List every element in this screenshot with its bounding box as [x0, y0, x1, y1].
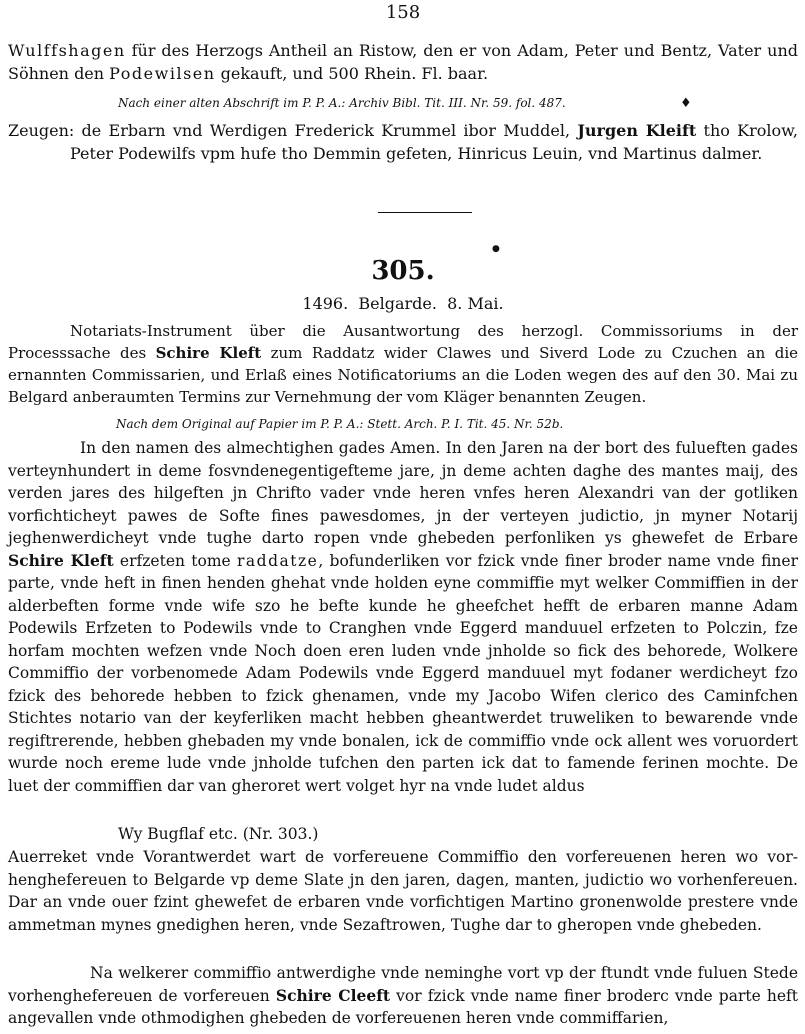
place-name: raddatze	[237, 551, 319, 570]
document-source: Nach dem Original auf Papier im P. P. A.: Stett. Arch. P. I. Tit. 45. Nr. 52b.	[116, 417, 564, 431]
text-run: In den namen des almechtighen gades Amen. In den Jaren na der bort des fulueften gades verteynhundert in deme fosvndenegentigefteme jare, jn deme achten daghe des mantes maij, des verden jares des hilgeften jn Chrifto vader vnde heren vnfes heren Alexandri van der gotliken vorfichticheyt pawes de Softe fines pawesdomes, jn der verteyen judictio, jn myner Notarij jeghenwerdicheyt vnde tughe darto ropen vnde ghebeden perfonliken ys ghewefet de Erbare	[8, 439, 798, 547]
text-run: zum Raddatz wider Clawes und Siverd Lode zu Czuchen an die ernannten Commissarien, und Erlaß eines Notificatoriums an die Loden wegen des auf den 30. Mai zu Belgard anberaumten Termins zur Vernehmung der vom Kläger benannten Zeugen.	[8, 344, 798, 406]
document-place: Belgarde.	[358, 294, 437, 313]
witnesses-label: Zeugen:	[8, 121, 75, 140]
text-run: vor fzick vnde name finer broderc vnde parte heft angevallen vnde othmodighen ghebeden de vorfereuenen heren vnde commiffarien,	[8, 986, 798, 1027]
text-run: tho Krolow, Peter Podewilfs vpm hufe tho Demmin gefeten, Hinricus Leuin, vnd Martinus dalmer.	[70, 121, 799, 163]
document-body-paragraph-2: Auerreket vnde Vorantwerdet wart de vorfereuene Commiffio den vorfereuenen heren wo vorhenghefereuen to Belgarde vp deme Slate jn den jaren, dagen, manten, judictio wo vorhenfereuen. Dar an vnde ouer fzint ghewefet de erbaren vnde vorfichtigen Martino gronenwolde prestere vnde ammetman mynes gnedighen heren, vnde Sezaftrowen, Tughe dar to gheropen vnde ghebeden.	[8, 848, 798, 934]
text-run: Na welkerer commiffio antwerdighe vnde neminghe vort vp der ftundt vnde fuluen Stede vorhenghefereuen de vorfereuen	[8, 964, 798, 1005]
text-run: Notariats-Instrument über die Ausantwortung des herzogl. Commissoriums in der Processsache des	[8, 322, 798, 362]
text-run: erfzeten tome	[113, 551, 237, 570]
ink-mark: ♦	[680, 96, 692, 111]
text-run: gekauft, und 500 Rhein. Fl. baar.	[215, 63, 489, 83]
document-page	[8, 0, 798, 1034]
person-name: Schire Cleeft	[275, 985, 391, 1005]
text-run: , bofunderliken vor fzick vnde finer broder name vnde finer parte, vnde heft in finen henden ghehat vnde holden eyne commiffie myt welker Commiffien in der alderbeften forme vnde wife szo he befte kunde he gheefchet hefft de erbaren manne Adam Podewils Erfzeten to Podewils vnde to Cranghen vnde Eggerd manduuel erfzeten to Polczin, fze horfam mochten wefzen vnde Noch doen eren luden vnde jnholde so fick des behorede, Wolkere Commiffio der vorbenomede Adam Podewils vnde Eggerd manduuel myt fodaner werdicheyt fzo fzick des behorede hebben to fzick ghenamen, vnde my Jacobo Wifen clerico des Caminfchen Stichtes notario van der keyferliken macht hebben gheantwerdet truweliken to bewarende vnde regiftrerende, hebben ghebaden my vnde bonalen, ick de commiffio vnde ock allent wes voruordert wurde noch ereme lude vnde jnholde tufchen den parten ick dat to famende ferinen mochte. De luet der commiffien dar van gheroret wert volget hyr na vnde ludet aldus	[8, 551, 798, 795]
person-name: Schire Kleft	[8, 550, 114, 570]
document-number: 305.	[371, 256, 435, 286]
document-date: 8. Mai.	[447, 294, 504, 313]
place-name: Wulffshagen	[8, 41, 126, 60]
document-body-paragraph-1	[8, 437, 798, 797]
person-name: Schire Kleft	[155, 344, 262, 362]
page-number: 158	[385, 2, 421, 23]
previous-document-text	[8, 40, 798, 85]
family-name: Podewilsen	[109, 63, 216, 83]
inserted-reference: Wy Bugflaf etc. (Nr. 303.)	[118, 825, 319, 843]
document-body-paragraph-3	[8, 962, 798, 1030]
previous-document-source: Nach einer alten Abschrift im P. P. A.: Archiv Bibl. Tit. III. Nr. 59. fol. 487.	[118, 96, 566, 110]
document-summary	[8, 320, 798, 408]
previous-document-witnesses	[8, 120, 798, 165]
ink-mark: ●	[492, 244, 500, 254]
witness-name: Jurgen Kleift	[577, 121, 697, 140]
text-run: de Erbarn vnd Werdigen Frederick Krummel ibor Muddel,	[74, 121, 578, 140]
document-year: 1496.	[302, 294, 349, 313]
text-run: für des Herzogs Antheil an Ristow, den er von Adam, Peter und Bentz, Vater und Söhnen den	[8, 41, 798, 83]
document-dateline	[8, 294, 798, 313]
section-divider	[378, 212, 472, 213]
